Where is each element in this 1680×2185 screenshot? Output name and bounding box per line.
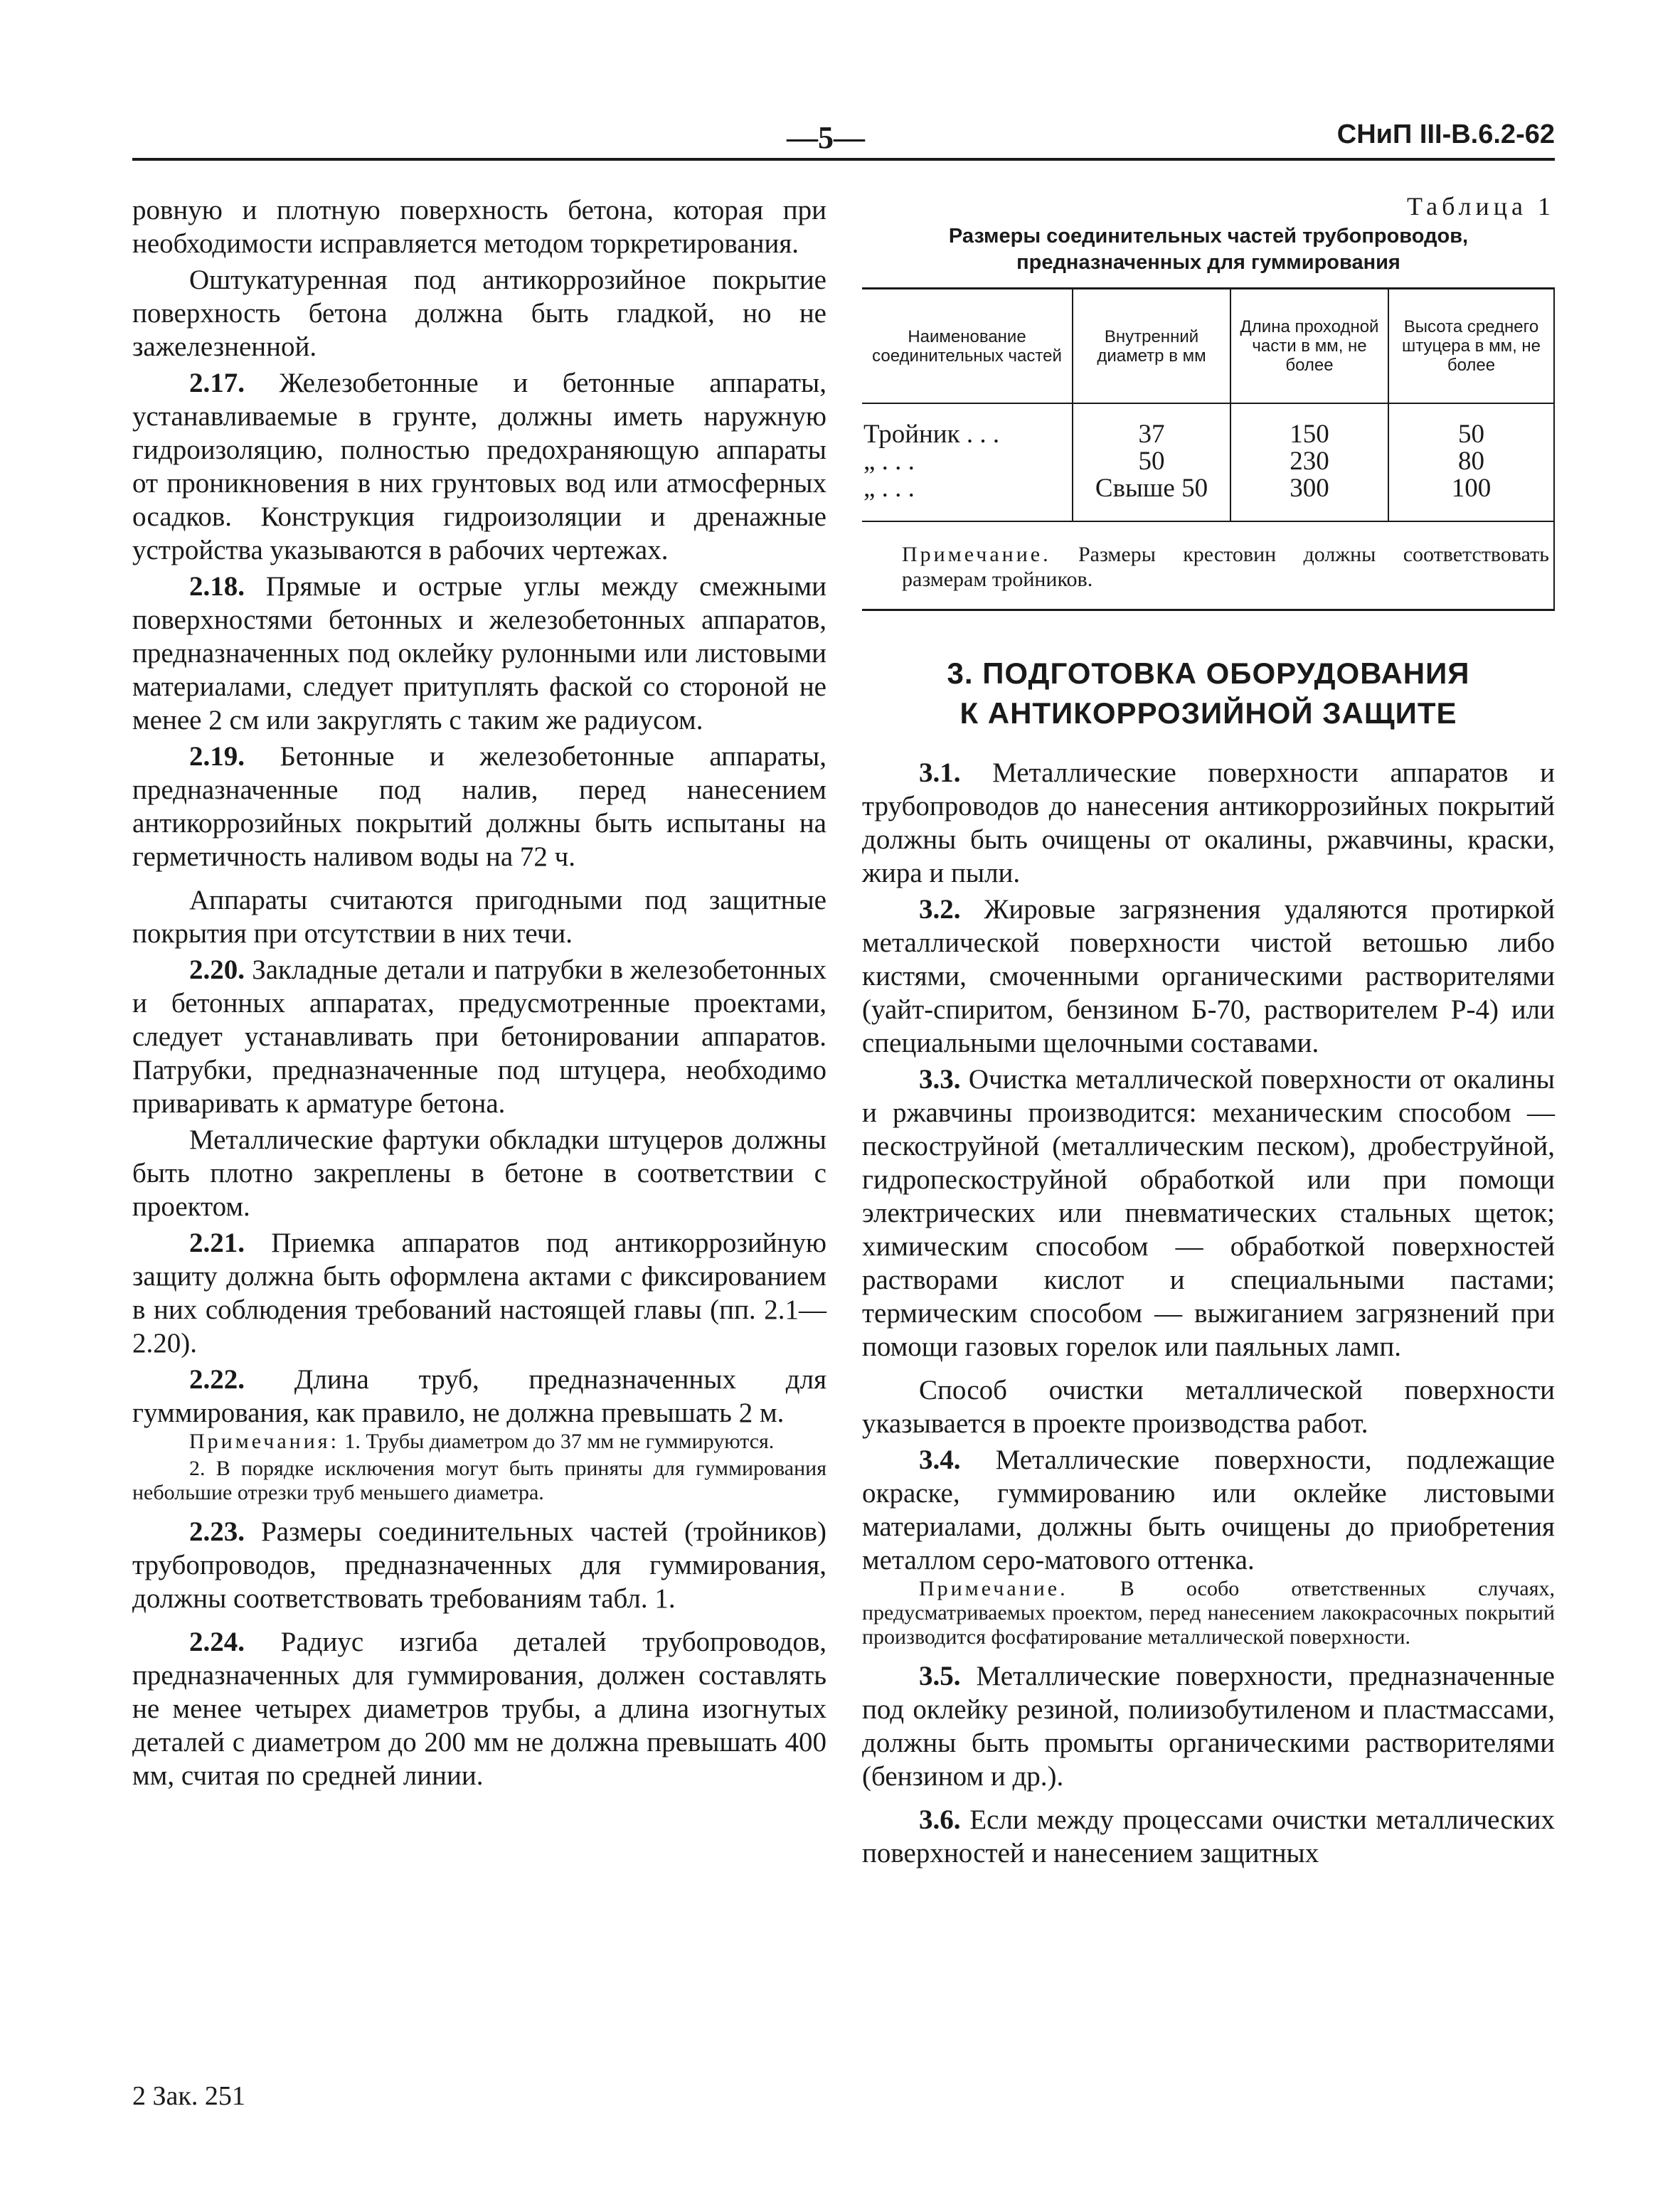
note-paragraph	[132, 1457, 826, 1505]
table-note	[862, 521, 1553, 609]
note-label: Примечание.	[919, 1577, 1068, 1600]
height-value: 80	[1458, 447, 1484, 476]
header-inner-diameter: Внутренний диаметр в мм	[1073, 289, 1230, 403]
length-value: 150	[1290, 420, 1329, 449]
header-fitting-height: Высота среднего штуцера в мм, не более	[1388, 289, 1553, 403]
header-rule	[132, 158, 1555, 161]
note-label: Примечания:	[189, 1430, 339, 1453]
section-title-line: К АНТИКОРРОЗИЙНОЙ ЗАЩИТЕ	[959, 696, 1457, 730]
paragraph-text: Оштукатуренная под антикоррозийное покрытие поверхность бетона должна быть гладкой, но не зажелезненной.	[132, 265, 826, 362]
document-code: СНиП III-В.6.2-62	[1336, 119, 1555, 149]
body-paragraph	[132, 953, 826, 1120]
paragraph-text: Железобетонные и бетонные аппараты, устанавливаемые в грунте, должны иметь наружную гидроизоляцию, полностью предохраняющую аппараты от проникновения в них грунтовых вод или атмосферных осадков. Конструкция гидроизоляции и дренажные устройства указываются в рабочих чертежах.	[132, 368, 826, 565]
paragraph-text: ровную и плотную поверхность бетона, которая при необходимости исправляется методом торкретирования.	[132, 195, 826, 259]
paragraph-text: Закладные детали и патрубки в железобетонных и бетонных аппаратах, предусмотренные проектами, следует устанавливать при бетонировании аппаратов. Патрубки, предназначенные под штуцера, необходимо приваривать к арматуре бетона.	[132, 955, 827, 1119]
body-paragraph	[132, 883, 826, 950]
body-paragraph	[862, 1443, 1555, 1577]
part-name: „ . . .	[863, 447, 915, 476]
paragraph-text: Металлические поверхности аппаратов и трубопроводов до нанесения антикоррозийных покрытий должны быть очищены от окалины, ржавчины, краски, жира и пыли.	[862, 757, 1555, 888]
page-footer: 2 Зак. 251	[132, 2081, 245, 2111]
clause-number: 2.18.	[189, 571, 245, 602]
clause-number: 3.6.	[919, 1804, 961, 1835]
height-value: 50	[1458, 420, 1484, 449]
paragraph-text: Если между процессами очистки металлических поверхностей и нанесением защитных	[862, 1804, 1555, 1868]
clause-number: 3.3.	[919, 1064, 961, 1095]
body-paragraph	[862, 1803, 1555, 1870]
paragraph-text: Длина труб, предназначенных для гуммирования, как правило, не должна превышать 2 м.	[132, 1364, 827, 1428]
table-frame	[862, 287, 1555, 611]
body-paragraph	[862, 1063, 1555, 1363]
section-title	[862, 654, 1555, 733]
body-paragraph	[132, 570, 826, 737]
table-note-label: Примечание.	[902, 543, 1051, 566]
cell-heights	[1388, 403, 1553, 521]
body-paragraph	[132, 263, 826, 363]
clause-number: 3.5.	[919, 1661, 961, 1691]
part-name: „ . . .	[863, 474, 915, 503]
diameter-value: Свыше 50	[1095, 474, 1208, 503]
header-pass-length: Длина проходной части в мм, не более	[1230, 289, 1388, 403]
paragraph-text: Жировые загрязнения удаляются протиркой металлической поверхности чистой ветошью либо кистями, смоченными органическими растворителями (уайт-спиритом, бензином Б-70, растворителем Р-4) или специальными щелочными составами.	[862, 894, 1556, 1058]
body-paragraph	[132, 1226, 826, 1360]
body-paragraph	[132, 1363, 826, 1430]
table-1	[862, 191, 1555, 611]
clause-number: 2.21.	[189, 1228, 245, 1258]
section-title-line: 3. ПОДГОТОВКА ОБОРУДОВАНИЯ	[947, 656, 1470, 690]
clause-number: 2.24.	[189, 1627, 245, 1657]
length-value: 300	[1290, 474, 1329, 503]
note-paragraph	[862, 1577, 1555, 1649]
dimensions-table	[862, 289, 1553, 521]
table-title: Размеры соединительных частей трубопроводов, предназначенных для гуммирования	[948, 225, 1469, 274]
body-paragraph	[132, 193, 826, 260]
body-paragraph	[862, 893, 1555, 1060]
page-number: —5—	[787, 120, 865, 155]
paragraph-text: 1. Трубы диаметром до 37 мм не гуммируются.	[339, 1430, 775, 1453]
right-column-body	[862, 756, 1555, 1870]
table-header-row	[862, 289, 1553, 403]
part-name: Тройник . . .	[863, 420, 1000, 449]
paragraph-text: Размеры соединительных частей (тройников) трубопроводов, предназначенных для гуммирования, должны соответствовать требованиям табл. 1.	[132, 1516, 826, 1614]
table-note-text: Размеры крестовин должны соответствовать размерам тройников.	[902, 543, 1549, 591]
body-paragraph	[132, 1625, 826, 1792]
paragraph-text: Способ очистки металлической поверхности указывается в проекте производства работ.	[862, 1375, 1555, 1439]
diameter-value: 50	[1138, 447, 1165, 476]
paragraph-text: Металлические поверхности, подлежащие окраске, гуммированию или оклейке листовыми материалами, должны быть очищены до приобретения металлом серо-матового оттенка.	[862, 1445, 1556, 1575]
table-label: Таблица 1	[1407, 192, 1555, 220]
clause-number: 3.1.	[919, 757, 961, 788]
clause-number: 2.17.	[189, 368, 245, 398]
body-paragraph	[132, 740, 826, 873]
height-value: 100	[1451, 474, 1492, 503]
header-part-name: Наименование соединительных частей	[862, 289, 1073, 403]
paragraph-text: Металлические фартуки обкладки штуцеров должны быть плотно закреплены в бетоне в соответствии с проектом.	[132, 1125, 826, 1222]
paragraph-text: Прямые и острые углы между смежными поверхностями бетонных и железобетонных аппаратов, предназначенных под оклейку рулонными или листовыми материалами, следует притуплять фаской со стороной не менее 2 см или закруглять с таким же радиусом.	[132, 571, 826, 735]
clause-number: 2.20.	[189, 955, 245, 985]
paragraph-text: 2. В порядке исключения могут быть приняты для гуммирования небольшие отрезки труб меньшего диаметра.	[132, 1457, 826, 1504]
paragraph-text: Очистка металлической поверхности от окалины и ржавчины производится: механическим способом — пескоструйной (металлическим песком), дробеструйной, гидропескоструйной обработкой или при помощи электрических или пневматических стальных щеток; химическим способом — обработкой поверхностей растворами кислот и специальными пастами; термическим способом — выжиганием загрязнений при помощи газовых горелок или паяльных ламп.	[862, 1064, 1555, 1362]
page-header	[132, 119, 1555, 159]
paragraph-text: Приемка аппаратов под антикоррозийную защиту должна быть оформлена актами с фиксированием в них соблюдения требований настоящей главы (пп. 2.1—2.20).	[132, 1228, 827, 1359]
paragraph-text: Радиус изгиба деталей трубопроводов, предназначенных для гуммирования, должен составлять не менее четырех диаметров трубы, а длина изогнутых деталей с диаметром до 200 мм не должна превышать 400 мм, считая по средней линии.	[132, 1627, 827, 1791]
paragraph-text: Аппараты считаются пригодными под защитные покрытия при отсутствии в них течи.	[132, 885, 826, 949]
length-value: 230	[1290, 447, 1329, 476]
left-column	[132, 191, 826, 1792]
paragraph-text: Металлические поверхности, предназначенные под оклейку резиной, полиизобутиленом и пластмассами, должны быть промыты органическими растворителями (бензином и др.).	[862, 1661, 1555, 1792]
cell-part-names	[862, 403, 1073, 521]
note-paragraph	[132, 1430, 826, 1454]
diameter-value: 37	[1138, 420, 1165, 449]
cell-lengths	[1230, 403, 1388, 521]
clause-number: 2.19.	[189, 741, 245, 772]
body-paragraph	[132, 366, 826, 567]
paragraph-text: Бетонные и железобетонные аппараты, предназначенные под налив, перед нанесением антикоррозийных покрытий должны быть испытаны на герметичность наливом воды на 72 ч.	[132, 741, 826, 872]
body-paragraph	[862, 1659, 1555, 1793]
clause-number: 2.22.	[189, 1364, 245, 1395]
clause-number: 2.23.	[189, 1516, 245, 1547]
cell-diameters	[1073, 403, 1230, 521]
body-paragraph	[132, 1515, 826, 1615]
right-column	[862, 191, 1555, 1870]
clause-number: 3.4.	[919, 1445, 961, 1475]
paragraph-text: В особо ответственных случаях, предусматриваемых проектом, перед нанесением лакокрасочных покрытий производится фосфатирование металлической поверхности.	[862, 1577, 1555, 1649]
body-paragraph	[132, 1123, 826, 1223]
clause-number: 3.2.	[919, 894, 961, 925]
body-paragraph	[862, 1373, 1555, 1440]
body-paragraph	[862, 756, 1555, 890]
table-body-row	[862, 403, 1553, 521]
